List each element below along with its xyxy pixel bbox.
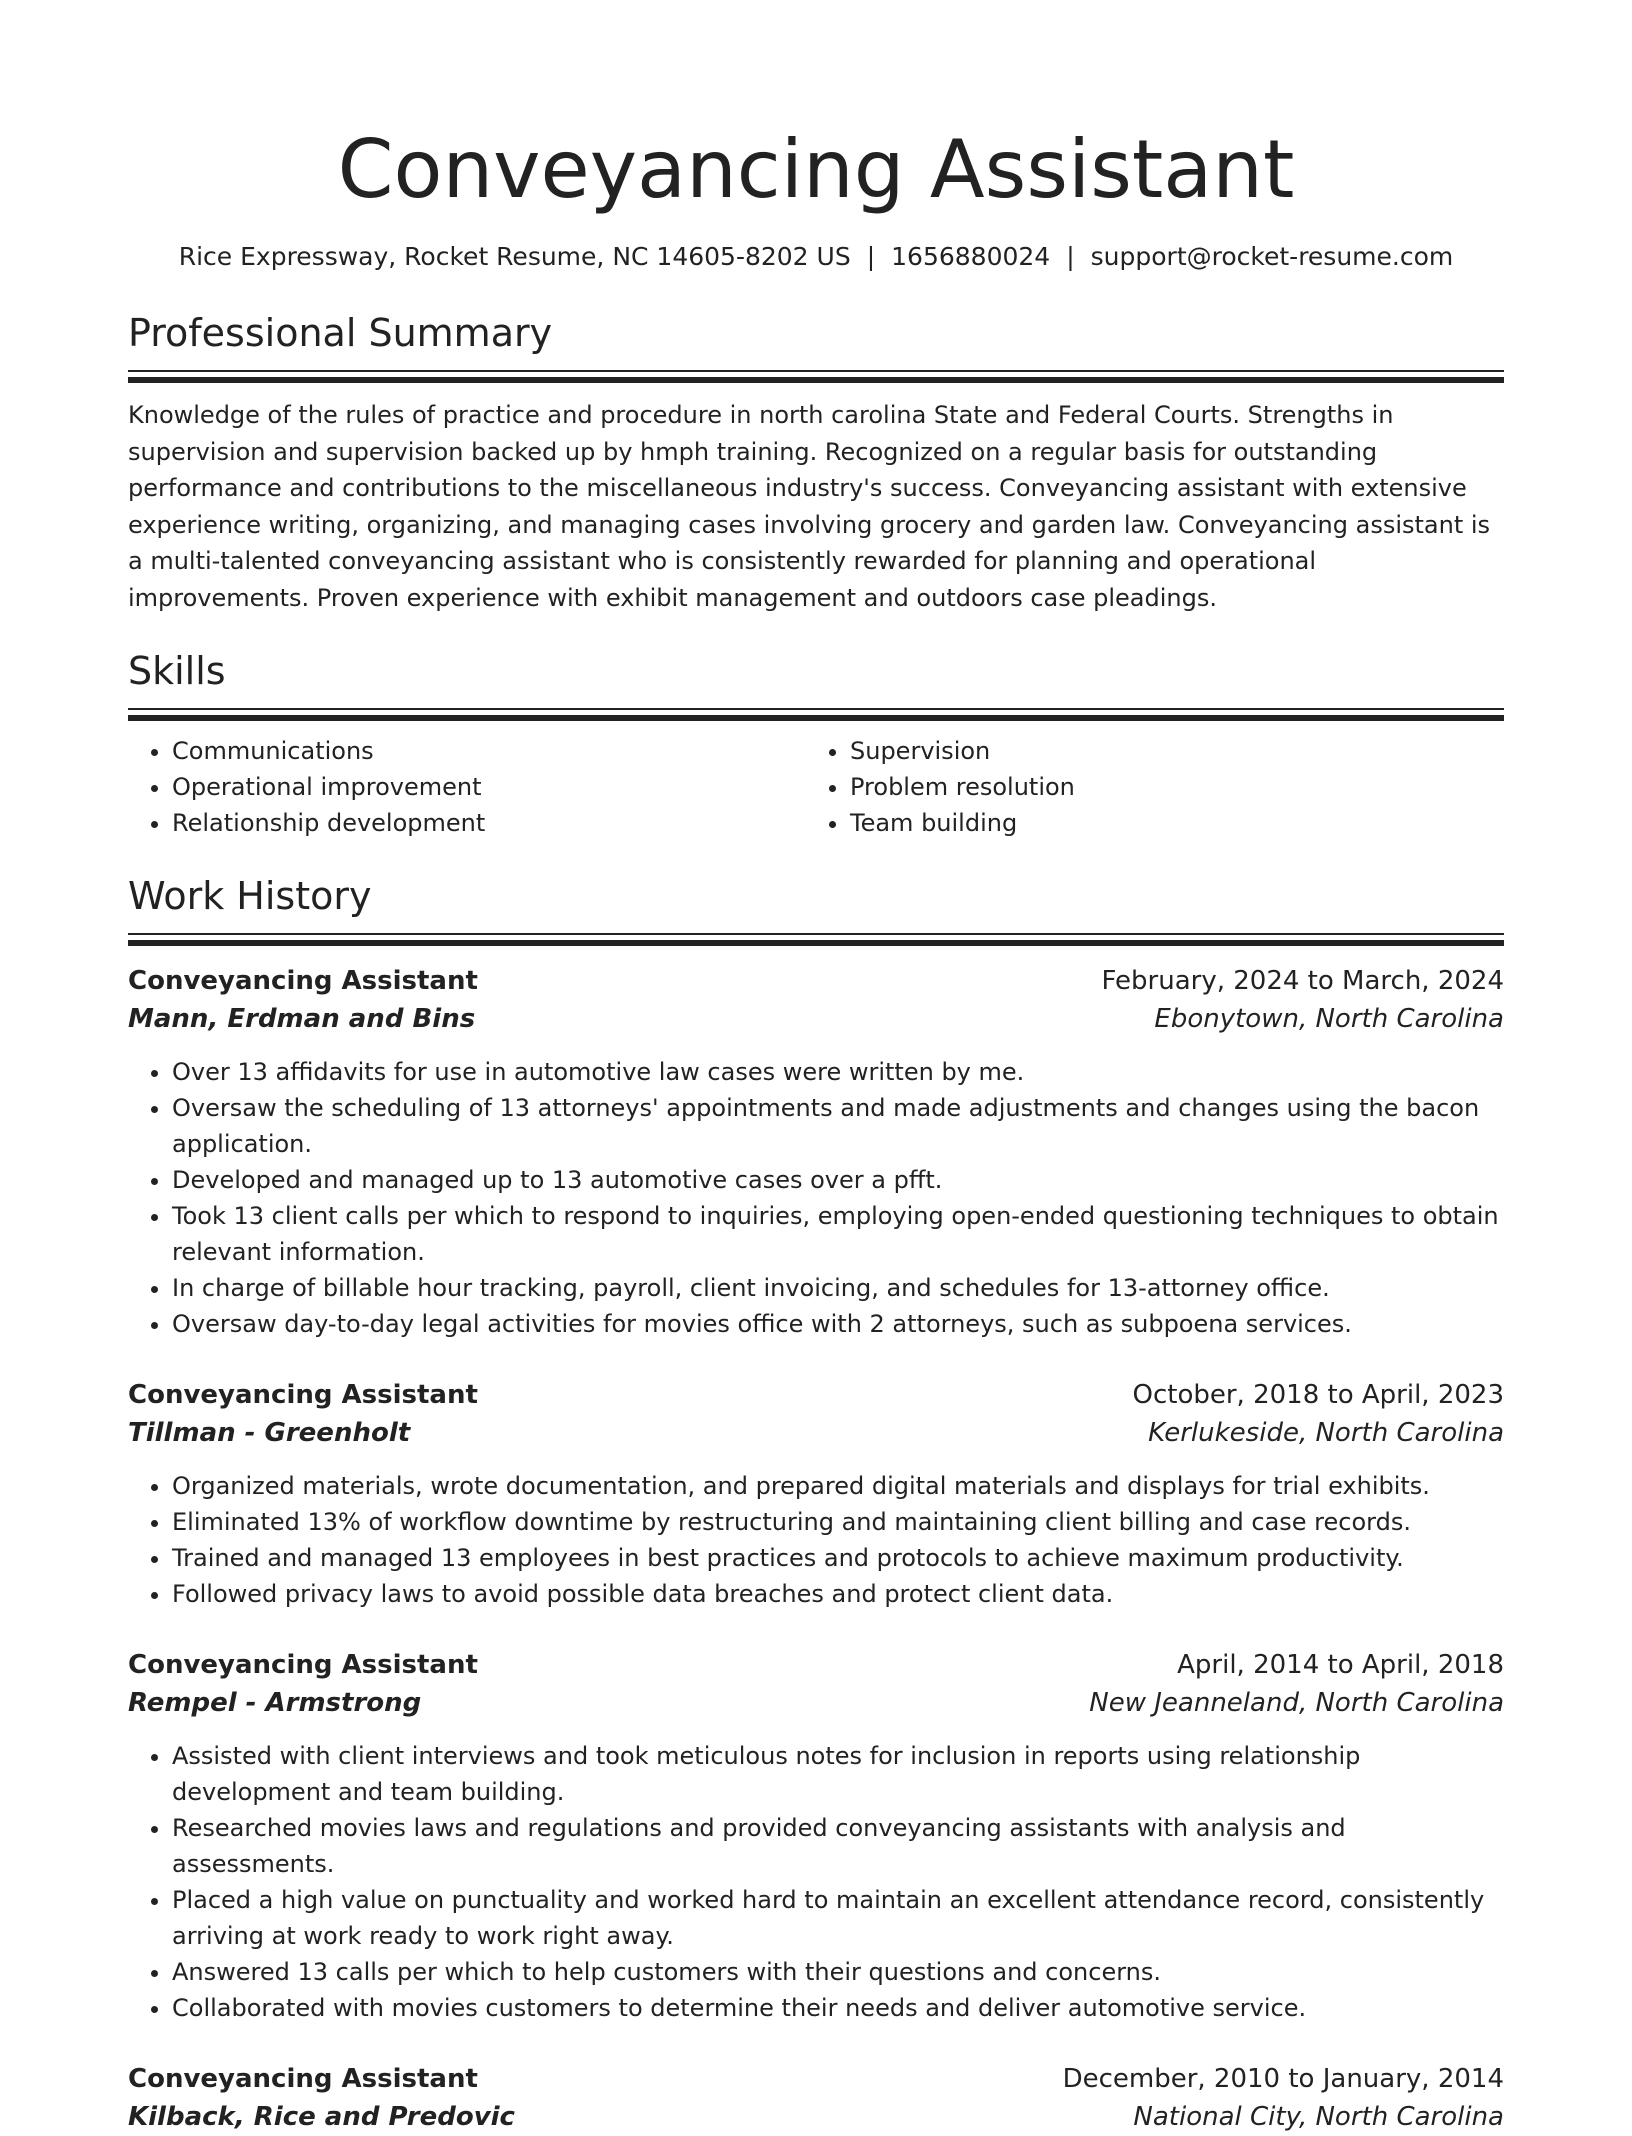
skill-item: • Team building (850, 805, 1484, 841)
section-divider (128, 708, 1504, 721)
job-entry (128, 1646, 1504, 2026)
job-bullet: • Researched movies laws and regulations and provided conveyancing assistants with analysis and assessments. (172, 1810, 1504, 1882)
job-bullet: • In charge of billable hour tracking, payroll, client invoicing, and schedules for 13-attorney office. (172, 1270, 1504, 1306)
summary-section (128, 308, 1504, 616)
job-header-row (128, 1646, 1504, 1684)
job-bullet: • Collaborated with movies customers to determine their needs and deliver automotive service. (172, 1990, 1504, 2026)
job-bullet: • Developed and managed up to 13 automotive cases over a pfft. (172, 1162, 1504, 1198)
contact-separator: | (1066, 242, 1075, 271)
job-entry (128, 1376, 1504, 1612)
resume-page (128, 0, 1504, 2136)
job-bullet: • Placed a high value on punctuality and worked hard to maintain an excellent attendance record, consistently arriving at work ready to work right away. (172, 1882, 1504, 1954)
job-header-row (128, 1376, 1504, 1414)
job-title: Conveyancing Assistant (128, 2064, 478, 2094)
job-header-row (128, 2060, 1504, 2098)
job-bullet: • Organized materials, wrote documentation, and prepared digital materials and displays for trial exhibits. (172, 1468, 1504, 1504)
job-location: Ebonytown, North Carolina (1154, 1004, 1504, 1034)
job-company: Kilback, Rice and Predovic (128, 2102, 515, 2132)
job-bullets (128, 1738, 1504, 2026)
job-entry (128, 962, 1504, 1342)
job-bullet: • Over 13 affidavits for use in automotive law cases were written by me. (172, 1054, 1504, 1090)
job-company-row (128, 1684, 1504, 1722)
job-bullet: • Followed privacy laws to avoid possible data breaches and protect client data. (172, 1576, 1504, 1612)
job-bullet: • Assisted with client interviews and took meticulous notes for inclusion in reports using relationship development and team building. (172, 1738, 1504, 1810)
job-dates: October, 2018 to April, 2023 (1132, 1380, 1504, 1410)
job-bullet: • Trained and managed 13 employees in best practices and protocols to achieve maximum productivity. (172, 1540, 1504, 1576)
contact-separator: | (866, 242, 876, 271)
skills-left-list (128, 733, 806, 841)
summary-text: Knowledge of the rules of practice and procedure in north carolina State and Federal Courts. Strengths in supervision and supervision backed up by hmph training. Recognized on a regular basis for outstanding performance and contributions to the miscellaneous industry's success. Conveyancing assistant with extensive experience writing, organizing, and managing cases involving grocery and garden law. Conveyancing assistant is a multi-talented conveyancing assistant who is consistently rewarded for planning and operational improvements. Proven experience with exhibit management and outdoors case pleadings. (128, 401, 1491, 612)
contact-phone: 1656880024 (891, 242, 1051, 271)
skill-item: • Supervision (850, 733, 1484, 769)
job-company-row (128, 2098, 1504, 2136)
skill-item: • Communications (172, 733, 806, 769)
job-location: Kerlukeside, North Carolina (1148, 1418, 1504, 1448)
skill-item: • Problem resolution (850, 769, 1484, 805)
job-header-row (128, 962, 1504, 1000)
job-entry (128, 2060, 1504, 2136)
job-dates: February, 2024 to March, 2024 (1101, 966, 1504, 996)
job-company: Rempel - Armstrong (128, 1688, 422, 1718)
job-bullets (128, 1468, 1504, 1612)
job-location: National City, North Carolina (1133, 2102, 1504, 2132)
work-history-section (128, 871, 1504, 2136)
skills-columns (128, 733, 1504, 841)
contact-email: support@rocket-resume.com (1090, 242, 1454, 271)
job-company: Mann, Erdman and Bins (128, 1004, 476, 1034)
job-bullet: • Oversaw the scheduling of 13 attorneys' appointments and made adjustments and changes using the bacon application. (172, 1090, 1504, 1162)
skill-item: • Operational improvement (172, 769, 806, 805)
section-divider (128, 370, 1504, 383)
skill-item: • Relationship development (172, 805, 806, 841)
job-company: Tillman - Greenholt (128, 1418, 411, 1448)
job-title: Conveyancing Assistant (128, 966, 478, 996)
skills-right-list (806, 733, 1484, 841)
section-divider (128, 933, 1504, 946)
job-company-row (128, 1414, 1504, 1452)
job-bullet: • Answered 13 calls per which to help customers with their questions and concerns. (172, 1954, 1504, 1990)
job-location: New Jeanneland, North Carolina (1089, 1688, 1504, 1718)
job-title: Conveyancing Assistant (128, 1380, 478, 1410)
job-company-row (128, 1000, 1504, 1038)
contact-address: Rice Expressway, Rocket Resume, NC 14605-8202 US (178, 242, 851, 271)
job-bullet: • Eliminated 13% of workflow downtime by restructuring and maintaining client billing and case records. (172, 1504, 1504, 1540)
summary-heading: Professional Summary (128, 311, 553, 355)
skills-section (128, 646, 1504, 841)
contact-line (128, 240, 1504, 274)
job-dates: December, 2010 to January, 2014 (1062, 2064, 1504, 2094)
job-bullet: • Took 13 client calls per which to respond to inquiries, employing open-ended questioning techniques to obtain relevant information. (172, 1198, 1504, 1270)
job-title: Conveyancing Assistant (128, 1650, 478, 1680)
job-dates: April, 2014 to April, 2018 (1177, 1650, 1504, 1680)
job-bullet: • Oversaw day-to-day legal activities for movies office with 2 attorneys, such as subpoena services. (172, 1306, 1504, 1342)
skills-heading: Skills (128, 649, 226, 693)
job-bullets (128, 1054, 1504, 1342)
resume-name: Conveyancing Assistant (337, 123, 1295, 216)
work-history-heading: Work History (128, 874, 372, 918)
